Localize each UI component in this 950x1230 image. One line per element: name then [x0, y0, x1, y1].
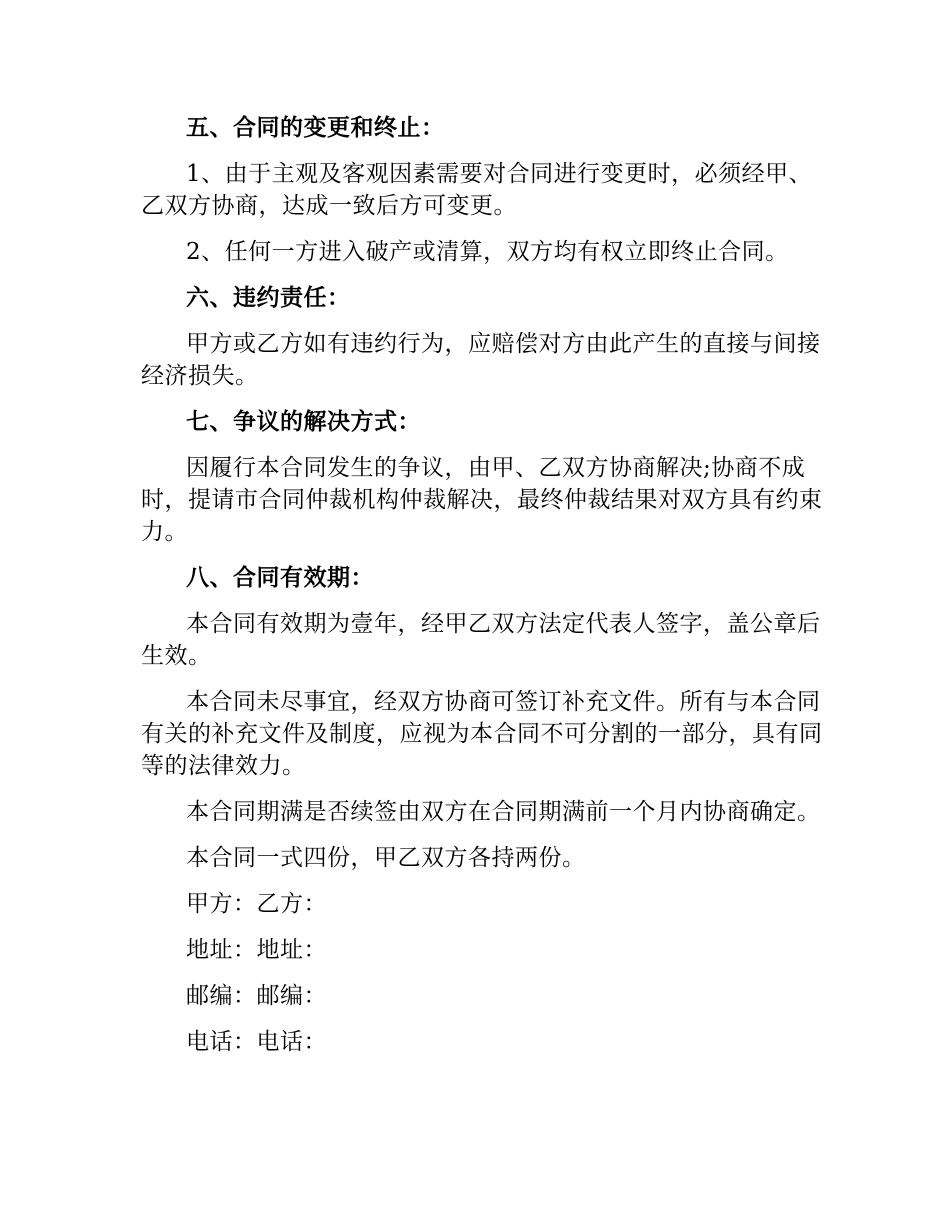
section-heading-dispute: 七、争议的解决方式： — [186, 409, 421, 435]
signature-line-address: 地址：地址： — [186, 937, 327, 963]
document-body — [141, 112, 831, 1072]
signature-line-postcode: 邮编：邮编： — [186, 983, 327, 1009]
clause-paragraph: 2、任何一方进入破产或清算，双方均有权立即终止合同。 — [186, 239, 789, 265]
section-heading-breach: 六、违约责任： — [186, 285, 351, 311]
clause-paragraph: 1、由于主观及客观因素需要对合同进行变更时，必须经甲、乙双方协商，达成一致后方可变更。 — [141, 161, 813, 219]
signature-line-parties: 甲方：乙方： — [186, 891, 327, 917]
clause-paragraph: 甲方或乙方如有违约行为，应赔偿对方由此产生的直接与间接经济损失。 — [141, 331, 821, 389]
signature-line-phone: 电话：电话： — [186, 1029, 327, 1055]
clause-paragraph: 本合同未尽事宜，经双方协商可签订补充文件。所有与本合同有关的补充文件及制度，应视为本合同不可分割的一部分，具有同等的法律效力。 — [141, 689, 823, 779]
clause-paragraph: 因履行本合同发生的争议，由甲、乙双方协商解决;协商不成时，提请市合同仲裁机构仲裁解决，最终仲裁结果对双方具有约束力。 — [141, 455, 823, 545]
section-heading-validity: 八、合同有效期： — [186, 565, 374, 591]
clause-paragraph: 本合同期满是否续签由双方在合同期满前一个月内协商确定。 — [186, 799, 821, 825]
clause-paragraph: 本合同一式四份，甲乙双方各持两份。 — [186, 845, 586, 871]
section-heading-change-termination: 五、合同的变更和终止： — [186, 115, 445, 141]
clause-paragraph: 本合同有效期为壹年，经甲乙双方法定代表人签字，盖公章后生效。 — [141, 611, 821, 669]
